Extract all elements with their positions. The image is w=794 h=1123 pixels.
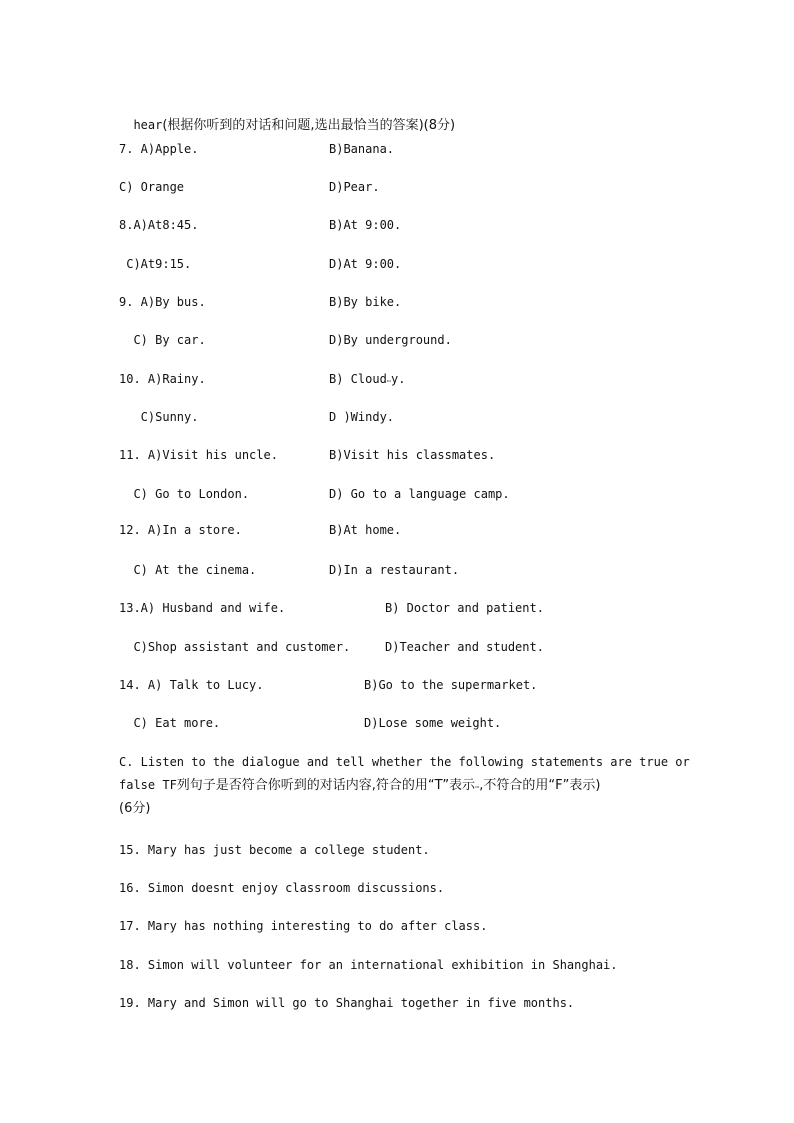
instruction-heading xyxy=(119,101,455,134)
question-7-option-c: C) Orange xyxy=(119,180,185,194)
question-10-option-b-pre: B) Cloud xyxy=(329,372,387,386)
section-c-instruction-line-1: C. Listen to the dialogue and tell whether the following statements are true or xyxy=(119,755,690,769)
question-8-option-c: C)At9:15. xyxy=(119,257,192,271)
statement-19: 19. Mary and Simon will go to Shanghai together in five months. xyxy=(119,996,575,1010)
question-9-option-a: 9. A)By bus. xyxy=(119,295,206,309)
question-12-option-a: 12. A)In a store. xyxy=(119,523,242,537)
question-10-option-b-mark: … xyxy=(386,375,392,384)
statement-16: 16. Simon doesnt enjoy classroom discussions. xyxy=(119,881,445,895)
statement-17: 17. Mary has nothing interesting to do after class. xyxy=(119,919,488,933)
section-c-line2-en: false TF xyxy=(119,778,177,792)
section-c-line2-cn-a: 列句子是否符合你听到的对话内容,符合的用“T”表示 xyxy=(176,778,476,793)
question-9-option-b: B)By bike. xyxy=(329,295,402,309)
statement-18: 18. Simon will volunteer for an international exhibition in Shanghai. xyxy=(119,958,618,972)
question-12-option-d: D)In a restaurant. xyxy=(329,563,460,577)
question-11-option-b: B)Visit his classmates. xyxy=(329,448,496,462)
section-c-instruction-line-3: (6分) xyxy=(119,801,151,816)
question-7-option-d: D)Pear. xyxy=(329,180,380,194)
question-13-option-a: 13.A) Husband and wife. xyxy=(119,601,286,615)
statement-15: 15. Mary has just become a college student. xyxy=(119,843,430,857)
question-7-option-b: B)Banana. xyxy=(329,142,395,156)
question-10-option-b xyxy=(329,371,405,388)
question-10-option-a: 10. A)Rainy. xyxy=(119,372,206,386)
question-14-option-d: D)Lose some weight. xyxy=(364,716,502,730)
question-11-option-c: C) Go to London. xyxy=(119,487,250,501)
question-11-option-d: D) Go to a language camp. xyxy=(329,487,510,501)
heading-instruction: (根据你听到的对话和问题,选出最恰当的答案)(8分) xyxy=(162,118,456,133)
question-9-option-d: D)By underground. xyxy=(329,333,452,347)
question-14-option-a: 14. A) Talk to Lucy. xyxy=(119,678,264,692)
question-13-option-b: B) Doctor and patient. xyxy=(385,601,544,615)
section-c-instruction-line-2 xyxy=(119,777,600,794)
question-12-option-b: B)At home. xyxy=(329,523,402,537)
heading-prefix: hear xyxy=(133,118,163,132)
question-7-option-a: 7. A)Apple. xyxy=(119,142,199,156)
question-10-option-c: C)Sunny. xyxy=(119,410,199,424)
question-10-option-d: D )Windy. xyxy=(329,410,395,424)
question-10-option-b-post: y. xyxy=(391,372,406,386)
question-11-option-a: 11. A)Visit his uncle. xyxy=(119,448,278,462)
section-c-line2-cn-b: ,不符合的用“F”表示) xyxy=(479,778,601,793)
question-8-option-a: 8.A)At8:45. xyxy=(119,218,199,232)
question-8-option-b: B)At 9:00. xyxy=(329,218,402,232)
question-14-option-b: B)Go to the supermarket. xyxy=(364,678,538,692)
question-13-option-d: D)Teacher and student. xyxy=(385,640,544,654)
question-13-option-c: C)Shop assistant and customer. xyxy=(119,640,351,654)
question-12-option-c: C) At the cinema. xyxy=(119,563,257,577)
question-9-option-c: C) By car. xyxy=(119,333,206,347)
question-8-option-d: D)At 9:00. xyxy=(329,257,402,271)
question-14-option-c: C) Eat more. xyxy=(119,716,221,730)
section-c-line2-mark: … xyxy=(475,781,480,790)
